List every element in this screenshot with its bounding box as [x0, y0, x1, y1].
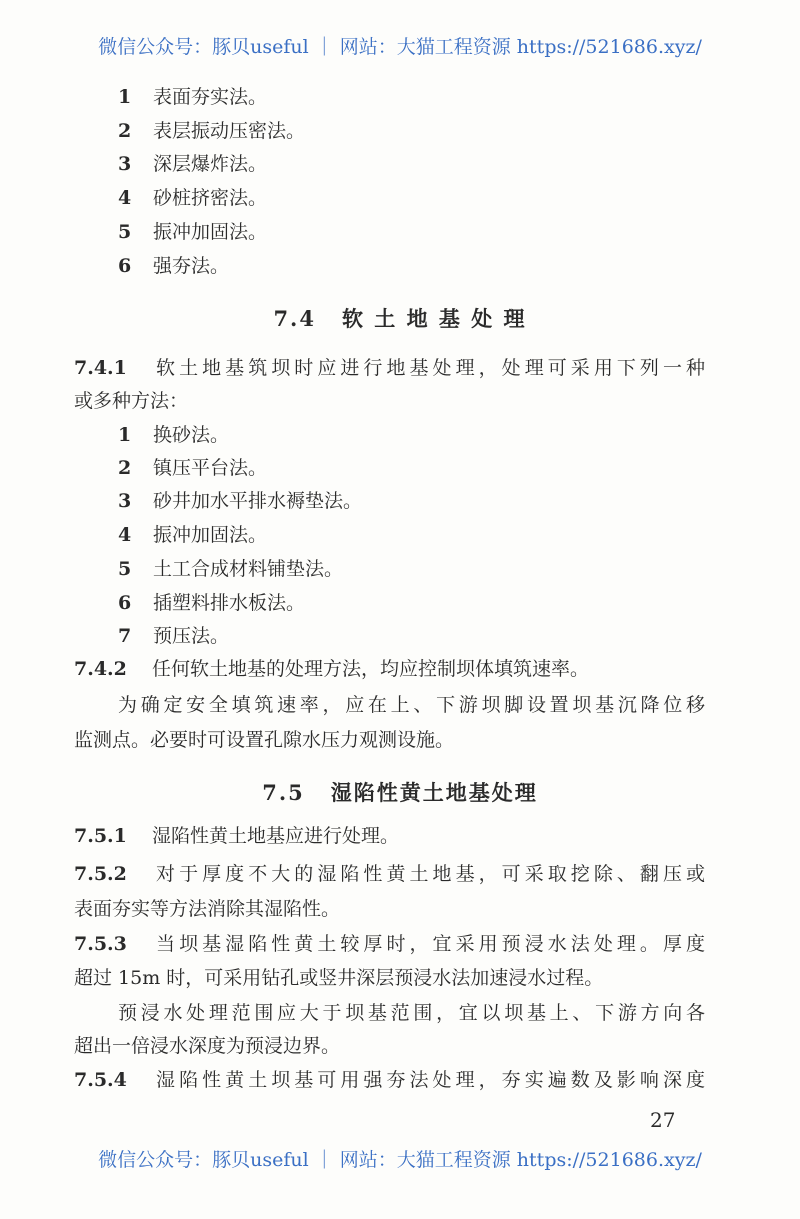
- section-number: 7.4: [273, 306, 316, 331]
- clause-text-line: 表面夯实等方法消除其湿陷性。: [74, 898, 341, 920]
- list-item: [118, 85, 267, 109]
- list-item: [118, 220, 267, 244]
- item-number: 7: [118, 625, 132, 647]
- section-heading-7-5: [0, 777, 800, 807]
- list-item: [118, 489, 362, 513]
- clause-text-line: 为确定安全填筑速率，应在上、下游坝脚设置坝基沉降位移: [118, 694, 705, 716]
- list-item: [118, 523, 267, 547]
- list-item: [118, 456, 267, 480]
- item-text: 预压法。: [153, 625, 230, 647]
- item-text: 振冲加固法。: [153, 221, 268, 243]
- clause-text-line: 或多种方法：: [74, 390, 189, 412]
- section-number: 7.5: [262, 780, 305, 805]
- item-text: 表层振动压密法。: [153, 120, 306, 142]
- item-number: 6: [118, 592, 132, 614]
- list-item: [118, 557, 343, 581]
- item-number: 4: [118, 524, 132, 546]
- clause-text: 当坝基湿陷性黄土较厚时，宜采用预浸水法处理。厚度: [152, 933, 705, 955]
- item-number: 1: [118, 86, 132, 108]
- clause-text: 湿陷性黄土地基应进行处理。: [152, 825, 400, 847]
- clause-7-5-2: [74, 862, 705, 886]
- clause-7-5-1: [74, 824, 399, 848]
- item-text: 镇压平台法。: [153, 457, 268, 479]
- clause-text-line: 超出一倍浸水深度为预浸边界。: [74, 1035, 341, 1057]
- item-number: 1: [118, 424, 132, 446]
- clause-number: 7.4.1: [74, 357, 127, 379]
- list-item: [118, 624, 229, 648]
- clause-number: 7.5.4: [74, 1069, 127, 1091]
- item-number: 3: [118, 490, 132, 512]
- item-text: 表面夯实法。: [153, 86, 268, 108]
- clause-number: 7.5.1: [74, 825, 127, 847]
- list-item: [118, 254, 229, 278]
- clause-number: 7.5.3: [74, 933, 127, 955]
- item-text: 深层爆炸法。: [153, 153, 268, 175]
- page-number: 27: [650, 1108, 676, 1132]
- list-item: [118, 591, 305, 615]
- item-number: 3: [118, 153, 132, 175]
- item-number: 5: [118, 558, 132, 580]
- clause-7-4-2: [74, 657, 589, 681]
- item-number: 6: [118, 255, 132, 277]
- clause-text: 湿陷性黄土坝基可用强夯法处理，夯实遍数及影响深度: [152, 1069, 705, 1091]
- list-item: [118, 152, 267, 176]
- clause-text-line: 超过 15m 时，可采用钻孔或竖井深层预浸水法加速浸水过程。: [74, 967, 604, 989]
- clause-number: 7.5.2: [74, 863, 127, 885]
- item-number: 4: [118, 187, 132, 209]
- list-item: [118, 423, 229, 447]
- item-number: 2: [118, 120, 132, 142]
- item-text: 插塑料排水板法。: [153, 592, 306, 614]
- item-text: 强夯法。: [153, 255, 230, 277]
- section-title: 湿陷性黄土地基处理: [330, 780, 538, 805]
- clause-text: 软土地基筑坝时应进行地基处理，处理可采用下列一种: [152, 357, 705, 379]
- item-number: 2: [118, 457, 132, 479]
- list-item: [118, 186, 267, 210]
- clause-text: 对于厚度不大的湿陷性黄土地基，可采取挖除、翻压或: [152, 863, 705, 885]
- item-text: 土工合成材料铺垫法。: [153, 558, 344, 580]
- item-number: 5: [118, 221, 132, 243]
- clause-7-4-1: [74, 356, 705, 380]
- item-text: 振冲加固法。: [153, 524, 268, 546]
- item-text: 换砂法。: [153, 424, 230, 446]
- watermark-footer: 微信公众号：豚贝useful ｜ 网站：大猫工程资源 https://521686.xyz/: [98, 1149, 702, 1171]
- clause-text: 任何软土地基的处理方法，均应控制坝体填筑速率。: [152, 658, 590, 680]
- item-text: 砂桩挤密法。: [153, 187, 268, 209]
- watermark-header: 微信公众号：豚贝useful ｜ 网站：大猫工程资源 https://521686.xyz/: [98, 36, 702, 58]
- list-item: [118, 119, 305, 143]
- clause-text-line: 预浸水处理范围应大于坝基范围，宜以坝基上、下游方向各: [118, 1002, 705, 1024]
- section-title: 软 土 地 基 处 理: [341, 306, 527, 331]
- clause-text-line: 监测点。必要时可设置孔隙水压力观测设施。: [74, 729, 455, 751]
- section-heading-7-4: [0, 303, 800, 333]
- clause-7-5-4: [74, 1068, 705, 1092]
- item-text: 砂井加水平排水褥垫法。: [153, 490, 363, 512]
- clause-7-5-3: [74, 932, 705, 956]
- clause-number: 7.4.2: [74, 658, 127, 680]
